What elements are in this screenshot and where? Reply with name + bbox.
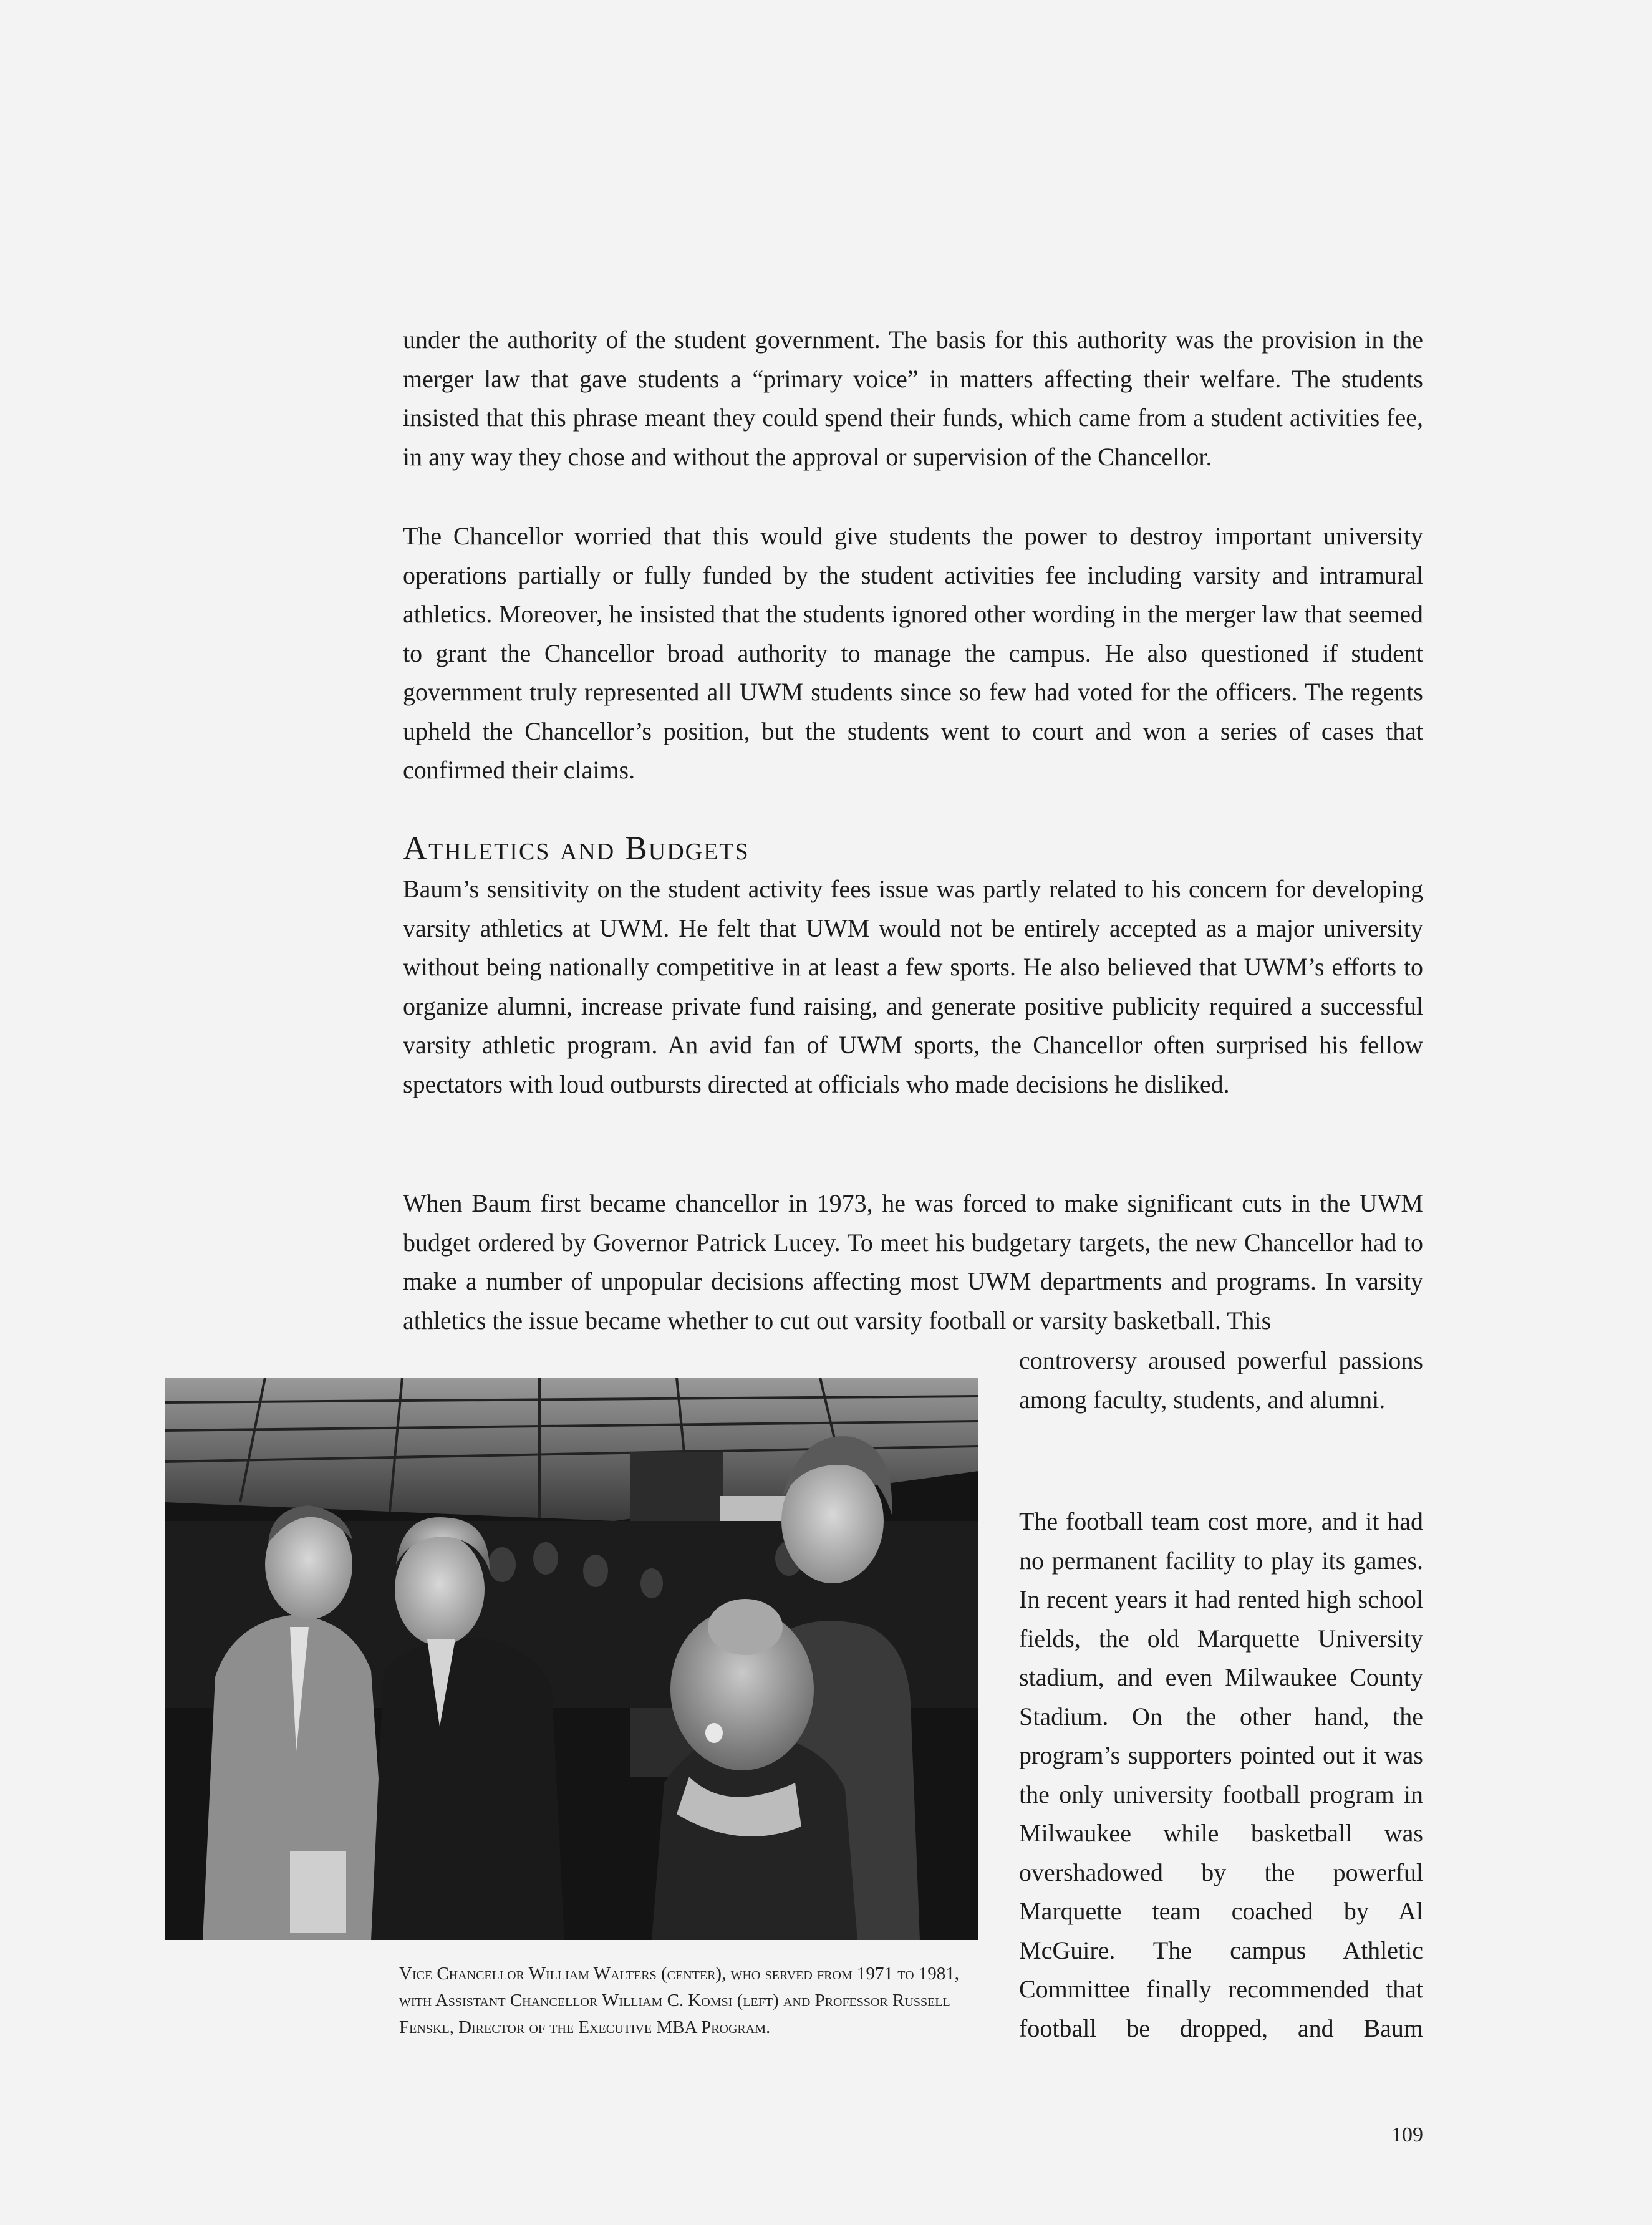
section-heading: Athletics and Budgets [403,829,750,867]
body-paragraph: under the authority of the student government. The basis for this authority was the provision in the merger law that gave students a “primary voice” in matters affecting their welfare. The students insisted that this phrase meant they could spend their funds, which came from a student activities fee, in any way they chose and without the approval or supervision of the Chancellor. [403,326,1423,471]
photograph [165,1378,978,1940]
body-paragraph: The Chancellor worried that this would give students the power to destroy important university operations partially or fully funded by the student activities fee including varsity and intramural athletics. Moreover, he insisted that the students ignored other wording in the merger law that seemed to grant the Chancellor broad authority to manage the campus. He also questioned if student government truly represented all UWM students since so few had voted for the officers. The regents upheld the Chancellor’s position, but the students went to court and won a series of cases that confirmed their claims. [403,522,1423,784]
body-paragraph: When Baum first became chancellor in 1973, he was forced to make significant cuts in the UWM budget ordered by Governor Patrick Lucey. To meet his budgetary targets, the new Chancellor had to make a number of unpopular decisions affecting most UWM departments and programs. In varsity athletics the issue became whether to cut out varsity football or varsity basketball. This [403,1189,1423,1335]
body-paragraph-continued: controversy aroused powerful passions among faculty, students, and alumni. [1019,1346,1423,1414]
body-paragraph: Baum’s sensitivity on the student activity fees issue was partly related to his concern for developing varsity athletics at UWM. He felt that UWM would not be entirely accepted as a major university without being nationally competitive in at least a few sports. He also believed that UWM’s efforts to organize alumni, increase private fund raising, and generate positive publicity required a successful varsity athletic program. An avid fan of UWM sports, the Chancellor often surprised his fellow spectators with loud outbursts directed at officials who made decisions he disliked. [403,875,1423,1098]
body-paragraph: The football team cost more, and it had no permanent facility to play its games. In recent years it had rented high school fields, the old Marquette University stadium, and even Milwaukee County Stadium. On the other hand, the program’s supporters pointed out it was the only university football program in Milwaukee while basketball was overshadowed by the powerful Marquette team coached by Al McGuire. The campus Athletic Committee finally recommended that football be dropped, and Baum [1019,1507,1423,2042]
page-number: 109 [1391,2123,1423,2146]
photo-caption: Vice Chancellor William Walters (center), who served from 1971 to 1981, with Assistant Chancellor William C. Komsi (left) and Professor Russell Fenske, Director of the Executive MBA Program. [399,1964,960,2037]
